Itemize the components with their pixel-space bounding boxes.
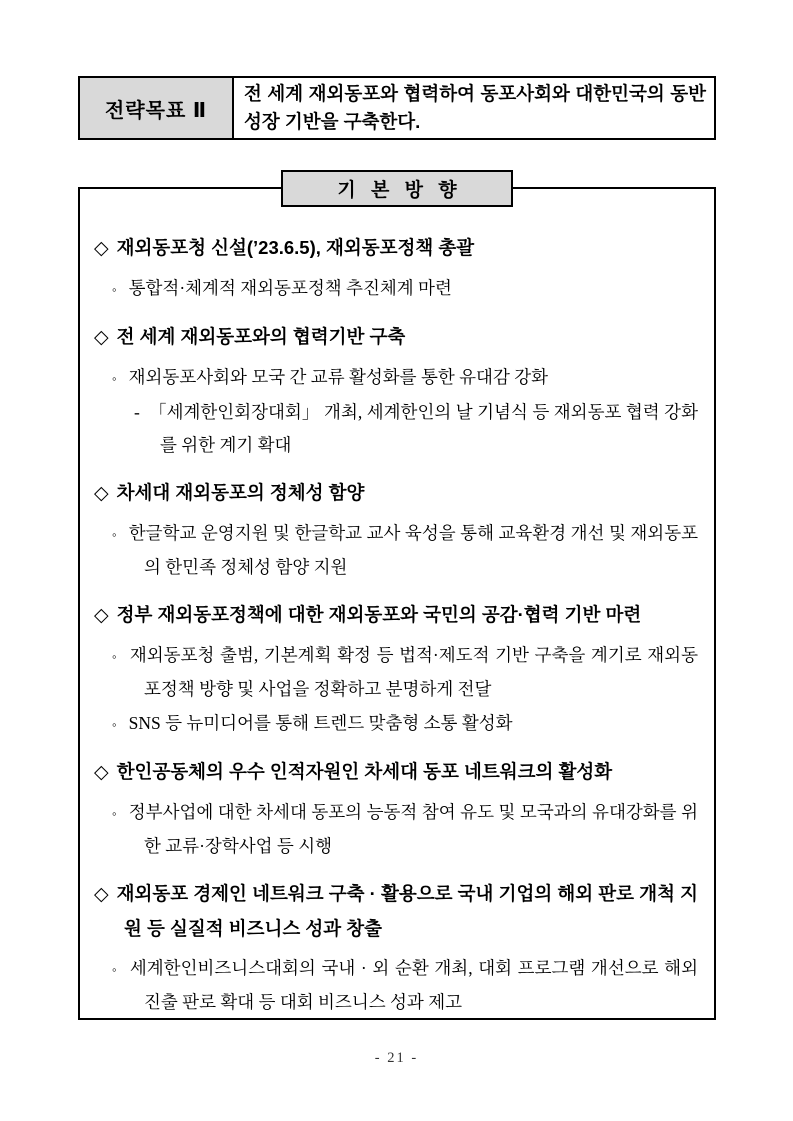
- strategy-goal-label: 전략목표 Ⅱ: [80, 78, 234, 138]
- panel-content: [80, 189, 714, 1019]
- basic-directions-panel: [78, 180, 716, 1020]
- section-cooperation-foundation: [94, 320, 698, 462]
- item-text: SNS 등 뉴미디어를 통해 트렌드 맞춤형 소통 활성화: [128, 713, 513, 733]
- item-text: 세계한인비즈니스대회의 국내 · 외 순환 개최, 대회 프로그램 개선으로 해외 진출 판로 확대 등 대회 비즈니스 성과 제고: [129, 958, 698, 1012]
- section-item: [94, 639, 698, 706]
- strategy-goal-header: [78, 76, 716, 140]
- circle-bullet-icon: ◦: [112, 371, 117, 386]
- circle-bullet-icon: ◦: [112, 527, 117, 542]
- item-text: 통합적·체계적 재외동포정책 추진체계 마련: [128, 278, 452, 298]
- item-text: 재외동포청 출범, 기본계획 확정 등 법적·제도적 기반 구축을 계기로 재외동포정책 방향 및 사업을 정확하고 분명하게 전달: [129, 645, 698, 699]
- diamond-bullet-icon: ◇: [94, 762, 109, 783]
- section-heading-text: 재외동포 경제인 네트워크 구축 · 활용으로 국내 기업의 해외 판로 개척 지원 등 실질적 비즈니스 성과 창출: [116, 883, 698, 939]
- circle-bullet-icon: ◦: [112, 962, 118, 977]
- diamond-bullet-icon: ◇: [94, 483, 109, 504]
- item-text: 정부사업에 대한 차세대 동포의 능동적 참여 유도 및 모국과의 유대강화를 위한 교류·장학사업 등 시행: [128, 802, 699, 856]
- page-number: - 21 -: [374, 1050, 419, 1066]
- section-heading: [94, 320, 698, 355]
- subitem-text: 「세계한인회장대회」 개최, 세계한인의 날 기념식 등 재외동포 협력 강화를 위한 계기 확대: [148, 402, 698, 455]
- section-item: [94, 952, 698, 1019]
- section-heading: [94, 231, 698, 266]
- item-text: 재외동포사회와 모국 간 교류 활성화를 통한 유대감 강화: [128, 367, 549, 387]
- section-heading-text: 차세대 재외동포의 정체성 함양: [116, 482, 365, 503]
- dash-bullet-icon: -: [134, 402, 140, 422]
- section-heading-text: 전 세계 재외동포와의 협력기반 구축: [116, 326, 406, 347]
- item-text: 한글학교 운영지원 및 한글학교 교사 육성을 통해 교육환경 개선 및 재외동포의 한민족 정체성 함양 지원: [128, 523, 699, 577]
- diamond-bullet-icon: ◇: [94, 238, 109, 259]
- section-heading-text: 재외동포청 신설(’23.6.5), 재외동포정책 총괄: [116, 237, 475, 258]
- section-heading-text: 한인공동체의 우수 인적자원인 차세대 동포 네트워크의 활성화: [116, 761, 613, 782]
- circle-bullet-icon: ◦: [112, 717, 117, 732]
- section-business-network: [94, 877, 698, 1019]
- section-item: [94, 707, 698, 741]
- section-next-generation-identity: [94, 476, 698, 584]
- section-heading: [94, 877, 698, 946]
- section-item: [94, 361, 698, 395]
- circle-bullet-icon: ◦: [112, 282, 117, 297]
- section-heading: [94, 598, 698, 633]
- section-item: [94, 272, 698, 306]
- section-heading-text: 정부 재외동포정책에 대한 재외동포와 국민의 공감·협력 기반 마련: [116, 604, 642, 625]
- section-public-consensus: [94, 598, 698, 741]
- section-next-generation-network: [94, 755, 698, 863]
- section-heading: [94, 755, 698, 790]
- panel-title: 기 본 방 향: [281, 170, 513, 207]
- section-heading: [94, 476, 698, 511]
- section-subitem: [94, 396, 698, 462]
- strategy-goal-statement: 전 세계 재외동포와 협력하여 동포사회와 대한민국의 동반성장 기반을 구축한다.: [244, 83, 706, 132]
- diamond-bullet-icon: ◇: [94, 327, 109, 348]
- section-item: [94, 517, 698, 584]
- diamond-bullet-icon: ◇: [94, 605, 109, 626]
- section-agency-establishment: [94, 231, 698, 306]
- circle-bullet-icon: ◦: [112, 649, 118, 664]
- circle-bullet-icon: ◦: [112, 806, 117, 821]
- diamond-bullet-icon: ◇: [94, 884, 109, 905]
- section-item: [94, 796, 698, 863]
